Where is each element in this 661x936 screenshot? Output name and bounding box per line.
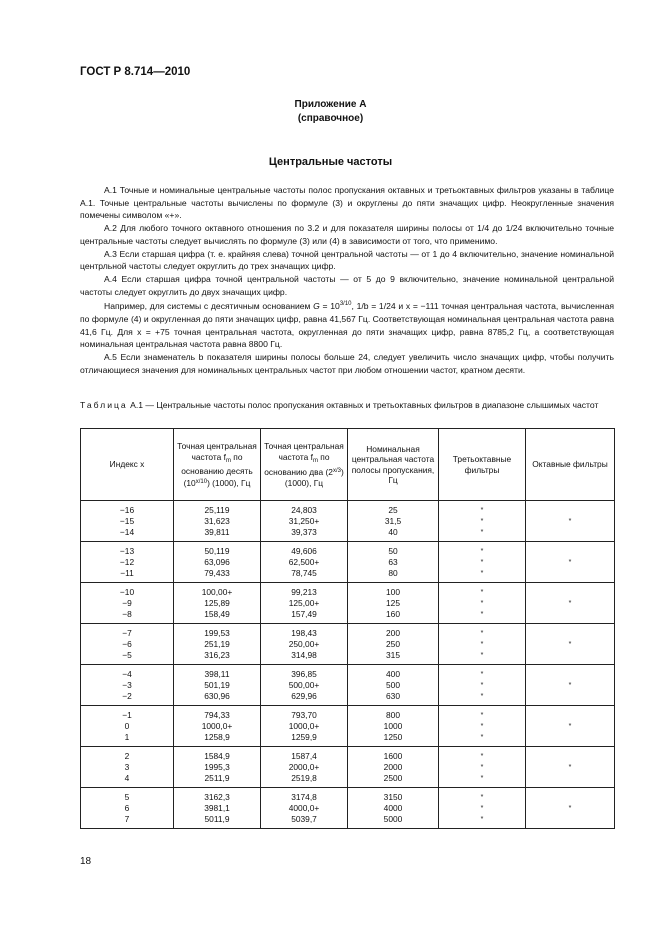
cell-exact-base10-value: 199,53 [204, 628, 230, 638]
header-index: Индекс x [81, 429, 174, 501]
cell-index-value: −14 [119, 527, 135, 537]
cell-exact-base2-value: 793,70 [291, 710, 317, 720]
cell-nominal-value: 160 [386, 609, 400, 619]
cell-index-value: −3 [122, 680, 132, 690]
cell-exact-base10-value: 158,49 [204, 609, 230, 619]
cell-exact-base2 [261, 583, 348, 624]
header-exact-base2: Точная центральная частота $f_m$ по основанию два $(2^{x/3})$ (1000), Гц [261, 429, 348, 501]
table-row [81, 624, 615, 665]
cell-index-value: 2 [124, 751, 130, 761]
header-exact-base10: Точная центральная частота $f_m$ по основанию десять $(10^{x/10})$ (1000), Гц [174, 429, 261, 501]
cell-exact-base2 [261, 788, 348, 829]
document-header: ГОСТ Р 8.714—2010 [80, 66, 191, 78]
cell-exact-base2-value: 5039,7 [291, 814, 317, 824]
cell-third-octave-value: * [480, 671, 484, 678]
cell-third-octave [439, 624, 526, 665]
cell-index [81, 501, 174, 542]
table-row [81, 501, 615, 542]
cell-exact-base10-value: 794,33 [204, 710, 230, 720]
cell-third-octave-value: * [480, 682, 484, 689]
cell-third-octave [439, 583, 526, 624]
cell-nominal-value: 31,5 [384, 516, 402, 526]
cell-exact-base10-value: 125,89 [204, 598, 230, 608]
cell-octave: * [526, 583, 615, 624]
cell-nominal-value: 50 [388, 546, 398, 556]
cell-index-value: 0 [124, 721, 130, 731]
cell-exact-base10-value: 1000,0+ [201, 721, 233, 731]
cell-nominal-value: 3150 [383, 792, 403, 802]
cell-exact-base2-value: 396,85 [291, 669, 317, 679]
cell-third-octave-value: * [480, 611, 484, 618]
cell-nominal [348, 747, 439, 788]
example-exponent: 3/10 [339, 301, 352, 308]
cell-nominal-value: 100 [386, 587, 400, 597]
cell-index-value: −2 [122, 691, 132, 701]
table-caption [80, 399, 614, 412]
cell-exact-base10-value: 1258,9 [204, 732, 230, 742]
cell-index-value: −9 [122, 598, 132, 608]
cell-third-octave [439, 788, 526, 829]
cell-exact-base2-value: 99,213 [291, 587, 317, 597]
cell-index-value: 4 [124, 773, 130, 783]
cell-exact-base10-value: 630,96 [204, 691, 230, 701]
cell-exact-base2-value: 1259,9 [291, 732, 317, 742]
cell-exact-base2-value: 198,43 [291, 628, 317, 638]
cell-third-octave-value: * [480, 641, 484, 648]
cell-index-value: 5 [124, 792, 130, 802]
header-third-octave: Третьоктавные фильтры [439, 429, 526, 501]
cell-third-octave-value: * [480, 712, 484, 719]
cell-index [81, 624, 174, 665]
cell-index-value: −1 [122, 710, 132, 720]
cell-exact-base2-value: 2000,0+ [288, 762, 320, 772]
cell-nominal-value: 5000 [383, 814, 403, 824]
cell-nominal-value: 63 [388, 557, 398, 567]
example-text-1: Например, для системы с десятичным основанием [104, 301, 314, 312]
table-caption-text: А.1 — Центральные частоты полос пропускания октавных и третьоктавных фильтров в диапазоне слышимых частот [127, 400, 599, 410]
table-row [81, 788, 615, 829]
cell-index-value: −13 [119, 546, 135, 556]
cell-exact-base10-value: 31,623 [204, 516, 230, 526]
cell-index-value: −7 [122, 628, 132, 638]
cell-exact-base2 [261, 501, 348, 542]
cell-exact-base2-value: 3174,8 [291, 792, 317, 802]
paragraph-a3: А.3 Если старшая цифра (т. е. крайняя слева) точной центральной частоты — от 1 до 4 включительно, значение номинальной центрльной частоты следует округлить до трех значащих цифр. [80, 248, 614, 272]
cell-third-octave-value: * [480, 816, 484, 823]
cell-exact-base2 [261, 706, 348, 747]
body-text [80, 184, 614, 376]
cell-exact-base10-value: 1584,9 [204, 751, 230, 761]
cell-exact-base2-value: 24,803 [291, 505, 317, 515]
cell-exact-base2 [261, 624, 348, 665]
table-caption-label: Таблица [80, 400, 128, 410]
cell-nominal-value: 630 [386, 691, 400, 701]
cell-exact-base10-value: 251,19 [204, 639, 230, 649]
cell-nominal-value: 500 [386, 680, 400, 690]
cell-nominal-value: 125 [386, 598, 400, 608]
cell-third-octave [439, 665, 526, 706]
cell-exact-base2-value: 31,250+ [288, 516, 320, 526]
cell-nominal-value: 200 [386, 628, 400, 638]
cell-exact-base10 [174, 788, 261, 829]
center-frequency-table [80, 428, 615, 829]
cell-nominal [348, 624, 439, 665]
cell-octave: * [526, 542, 615, 583]
table-row [81, 665, 615, 706]
cell-index-value: −11 [120, 568, 134, 578]
cell-index-value: 6 [124, 803, 130, 813]
example-text-3: , 1/b = 1/24 и x = −111 точная центральная частота, вычисленная по формуле (4) и округленная до пяти значащих цифр, равна 41,567 Гц. Соответствующая номинальная центральная частота равна 41,6 Гц. Для x = +75 точная центральная частота, округленная до пяти значащих цифр, равна 8785,2 Гц, а соответствующая номинальная центральная частота равна 8800 Гц. [80, 301, 615, 350]
page-number: 18 [80, 856, 92, 867]
cell-third-octave [439, 747, 526, 788]
cell-exact-base10-value: 316,23 [204, 650, 230, 660]
cell-third-octave-value: * [480, 630, 484, 637]
cell-nominal-value: 25 [388, 505, 398, 515]
cell-third-octave-value: * [480, 723, 484, 730]
cell-third-octave-value: * [480, 507, 484, 514]
cell-exact-base2-value: 49,606 [291, 546, 317, 556]
cell-index [81, 747, 174, 788]
cell-octave: * [526, 624, 615, 665]
cell-index-value: −12 [119, 557, 135, 567]
cell-exact-base10-value: 2511,9 [204, 773, 230, 783]
cell-nominal-value: 2000 [383, 762, 403, 772]
cell-exact-base2-value: 157,49 [291, 609, 317, 619]
cell-exact-base10 [174, 583, 261, 624]
cell-index-value: −4 [122, 669, 132, 679]
cell-exact-base2 [261, 665, 348, 706]
cell-nominal-value: 800 [386, 710, 400, 720]
example-text-2: = 10 [319, 301, 340, 312]
cell-nominal-value: 1000 [383, 721, 403, 731]
cell-exact-base10 [174, 542, 261, 583]
cell-exact-base10-value: 50,119 [204, 546, 230, 556]
cell-exact-base2-value: 629,96 [291, 691, 317, 701]
cell-index [81, 665, 174, 706]
cell-index [81, 788, 174, 829]
cell-exact-base2-value: 62,500+ [288, 557, 320, 567]
cell-third-octave-value: * [480, 693, 484, 700]
cell-nominal-value: 1250 [383, 732, 403, 742]
cell-index [81, 706, 174, 747]
table-row [81, 542, 615, 583]
cell-third-octave [439, 706, 526, 747]
cell-index-value: −6 [122, 639, 132, 649]
cell-exact-base2 [261, 747, 348, 788]
cell-third-octave-value: * [480, 559, 484, 566]
cell-exact-base10-value: 25,119 [204, 505, 230, 515]
cell-index-value: 1 [124, 732, 130, 742]
cell-exact-base10 [174, 665, 261, 706]
cell-exact-base10-value: 501,19 [204, 680, 230, 690]
cell-third-octave-value: * [480, 589, 484, 596]
cell-third-octave-value: * [480, 652, 484, 659]
cell-third-octave-value: * [480, 805, 484, 812]
cell-third-octave-value: * [480, 734, 484, 741]
cell-nominal [348, 706, 439, 747]
cell-third-octave-value: * [480, 753, 484, 760]
cell-exact-base10-value: 3981,1 [204, 803, 230, 813]
cell-third-octave-value: * [480, 764, 484, 771]
cell-exact-base10 [174, 501, 261, 542]
cell-index-value: −16 [119, 505, 135, 515]
cell-nominal-value: 1600 [383, 751, 403, 761]
cell-index-value: −15 [119, 516, 135, 526]
cell-index-value: −5 [122, 650, 132, 660]
cell-nominal [348, 788, 439, 829]
table-row [81, 706, 615, 747]
cell-third-octave-value: * [480, 794, 484, 801]
cell-index-value: 3 [124, 762, 130, 772]
cell-exact-base2-value: 2519,8 [291, 773, 317, 783]
cell-third-octave-value: * [480, 570, 484, 577]
cell-exact-base2-value: 500,00+ [288, 680, 320, 690]
appendix-subtitle: (справочное) [297, 113, 364, 124]
cell-exact-base10 [174, 747, 261, 788]
cell-nominal-value: 400 [386, 669, 400, 679]
cell-exact-base10 [174, 706, 261, 747]
cell-exact-base2-value: 4000,0+ [288, 803, 320, 813]
paragraph-a2: А.2 Для любого точного октавного отношения по 3.2 и для показателя ширины полосы от 1/4 до 1/24 включительно точные центральные частоты следует вычислять по формуле (3) или (4) в зависимости от того, что применимо. [80, 223, 614, 246]
table-header-row [81, 429, 615, 501]
cell-nominal [348, 583, 439, 624]
table-body [81, 501, 615, 829]
cell-third-octave-value: * [480, 518, 484, 525]
cell-exact-base10-value: 5011,9 [204, 814, 230, 824]
cell-exact-base10-value: 1995,3 [204, 762, 230, 772]
cell-exact-base2-value: 250,00+ [288, 639, 320, 649]
table-row [81, 747, 615, 788]
cell-exact-base10 [174, 624, 261, 665]
cell-octave: * [526, 747, 615, 788]
section-title: Центральные частоты [268, 156, 393, 168]
header-nominal: Номинальная центральная частота полосы пропускания, Гц [348, 429, 439, 501]
cell-octave: * [526, 501, 615, 542]
cell-index-value: 7 [124, 814, 130, 824]
cell-exact-base2-value: 314,98 [291, 650, 317, 660]
cell-index-value: −8 [122, 609, 132, 619]
cell-nominal [348, 501, 439, 542]
example-g-symbol: G [313, 301, 320, 312]
cell-third-octave-value: * [480, 548, 484, 555]
cell-nominal-value: 80 [388, 568, 398, 578]
cell-third-octave [439, 542, 526, 583]
cell-nominal-value: 315 [386, 650, 400, 660]
cell-exact-base2-value: 78,745 [291, 568, 317, 578]
cell-exact-base10-value: 79,433 [204, 568, 230, 578]
cell-third-octave-value: * [480, 529, 484, 536]
cell-nominal [348, 542, 439, 583]
paragraph-a4: А.4 Если старшая цифра точной центральной частоты — от 5 до 9 включительно, значение номинальной центральной частоты следует округлить до двух значащих цифр. [80, 273, 614, 297]
cell-nominal-value: 4000 [383, 803, 403, 813]
cell-octave: * [526, 665, 615, 706]
cell-third-octave-value: * [480, 775, 484, 782]
cell-nominal-value: 250 [386, 639, 400, 649]
cell-exact-base2-value: 125,00+ [288, 598, 320, 608]
cell-index [81, 583, 174, 624]
cell-third-octave-value: * [480, 600, 484, 607]
cell-exact-base2-value: 1587,4 [291, 751, 317, 761]
cell-index-value: −10 [119, 587, 135, 597]
cell-exact-base10-value: 39,811 [204, 527, 230, 537]
example-paragraph [80, 298, 614, 351]
cell-nominal-value: 40 [388, 527, 398, 537]
paragraph-a5: А.5 Если знаменатель b показателя ширины полосы больше 24, следует увеличить число значащих цифр, чтобы получить отличающиеся значения для номинальных центральных частот при любом отношении частот, кратном десяти. [80, 352, 614, 375]
cell-nominal-value: 2500 [383, 773, 403, 783]
cell-exact-base2-value: 1000,0+ [288, 721, 320, 731]
cell-nominal [348, 665, 439, 706]
cell-exact-base2 [261, 542, 348, 583]
cell-exact-base10-value: 398,11 [204, 669, 230, 679]
cell-exact-base10-value: 3162,3 [204, 792, 230, 802]
cell-exact-base10-value: 63,096 [204, 557, 230, 567]
paragraph-a1: А.1 Точные и номинальные центральные частоты полос пропускания октавных и третьоктавных фильтров указаны в таблице А.1. Точные центральные частоты вычислены по формуле (3) и округлены до пяти значащих цифр. Неокругленные значения помечены символом «+». [80, 185, 614, 221]
table-row [81, 583, 615, 624]
cell-octave: * [526, 706, 615, 747]
cell-third-octave [439, 501, 526, 542]
appendix-title: Приложение А [294, 99, 367, 110]
cell-index [81, 542, 174, 583]
cell-octave: * [526, 788, 615, 829]
cell-exact-base2-value: 39,373 [291, 527, 317, 537]
cell-exact-base10-value: 100,00+ [201, 587, 233, 597]
header-octave: Октавные фильтры [526, 429, 615, 501]
